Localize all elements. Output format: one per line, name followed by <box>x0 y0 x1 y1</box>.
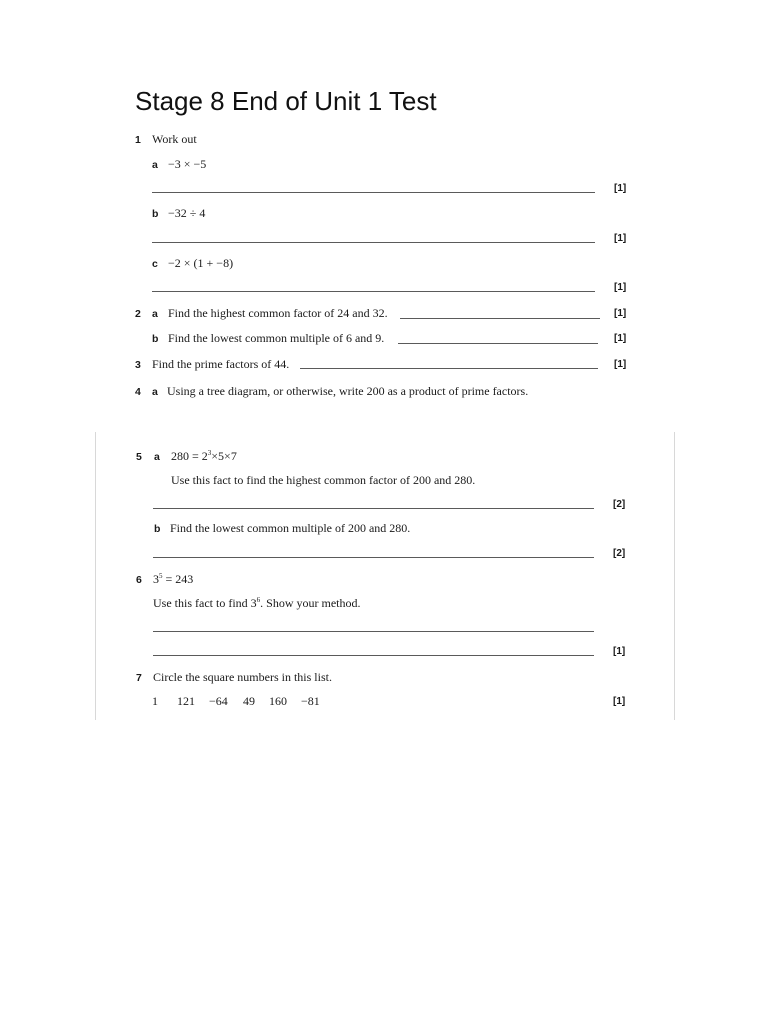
q5b-label: b <box>154 523 161 535</box>
q2b-answer-line[interactable] <box>398 343 598 344</box>
q2b-label: b <box>152 333 159 345</box>
q1c-label: c <box>152 258 158 270</box>
q1c-expression: −2 × (1 + −8) <box>168 256 234 270</box>
q7-mark: [1] <box>613 696 626 707</box>
q4-number: 4 <box>135 386 141 398</box>
q2a-label: a <box>152 308 158 320</box>
q5b-mark: [2] <box>613 548 626 559</box>
q5a-label: a <box>154 451 160 463</box>
q5a-mark: [2] <box>613 499 626 510</box>
q6-number: 6 <box>136 574 142 586</box>
q1b-expression: −32 ÷ 4 <box>168 206 206 220</box>
q4a-text: Using a tree diagram, or otherwise, write 200 as a product of prime factors. <box>167 384 529 398</box>
q2-number: 2 <box>135 308 141 320</box>
q6-answer-line-1[interactable] <box>153 631 594 632</box>
q1b-answer-line[interactable] <box>152 242 595 243</box>
q1a-expression: −3 × −5 <box>168 157 207 171</box>
q5b-answer-line[interactable] <box>153 557 594 558</box>
q2a-text: Find the highest common factor of 24 and 32. <box>168 306 388 320</box>
q3-text: Find the prime factors of 44. <box>152 357 290 371</box>
q7-list-item[interactable]: −81 <box>301 694 320 708</box>
q1a-answer-line[interactable] <box>152 192 595 193</box>
page-title: Stage 8 End of Unit 1 Test <box>135 86 437 116</box>
q5a-answer-line[interactable] <box>153 508 594 509</box>
q6-fact: $3^5 = 243$ <box>153 572 194 586</box>
q5a-fact: $280 = 2^3\times 5\times 7$ <box>171 449 237 463</box>
q2a-mark: [1] <box>614 308 627 319</box>
q7-text: Circle the square numbers in this list. <box>153 670 332 684</box>
q2a-answer-line[interactable] <box>400 318 600 319</box>
q7-number: 7 <box>136 672 142 684</box>
page2-left-edge <box>95 432 96 720</box>
q2b-text: Find the lowest common multiple of 6 and 9. <box>168 331 385 345</box>
q5-number: 5 <box>136 451 142 463</box>
q7-list-item[interactable]: 1 <box>152 694 158 708</box>
q1-number: 1 <box>135 134 141 146</box>
q3-answer-line[interactable] <box>300 368 598 369</box>
q6-text: Use this fact to find $3^6$. Show your method. <box>153 596 361 610</box>
q4a-label: a <box>152 386 158 398</box>
q6-mark: [1] <box>613 646 626 657</box>
q7-list-item[interactable]: 160 <box>269 694 287 708</box>
q5b-text: Find the lowest common multiple of 200 and 280. <box>170 521 411 535</box>
q1c-mark: [1] <box>614 282 627 293</box>
q1b-mark: [1] <box>614 233 627 244</box>
q1-instruction: Work out <box>152 132 197 146</box>
q7-list-item[interactable]: 121 <box>177 694 195 708</box>
q1a-mark: [1] <box>614 183 627 194</box>
q1a-label: a <box>152 159 158 171</box>
q7-list-item[interactable]: −64 <box>209 694 228 708</box>
page2-right-edge <box>674 432 675 720</box>
q5a-text: Use this fact to find the highest common factor of 200 and 280. <box>171 473 476 487</box>
q1b-label: b <box>152 208 159 220</box>
q7-list-item[interactable]: 49 <box>243 694 255 708</box>
q3-number: 3 <box>135 359 141 371</box>
q3-mark: [1] <box>614 359 627 370</box>
q1c-answer-line[interactable] <box>152 291 595 292</box>
q2b-mark: [1] <box>614 333 627 344</box>
q6-answer-line-2[interactable] <box>153 655 594 656</box>
